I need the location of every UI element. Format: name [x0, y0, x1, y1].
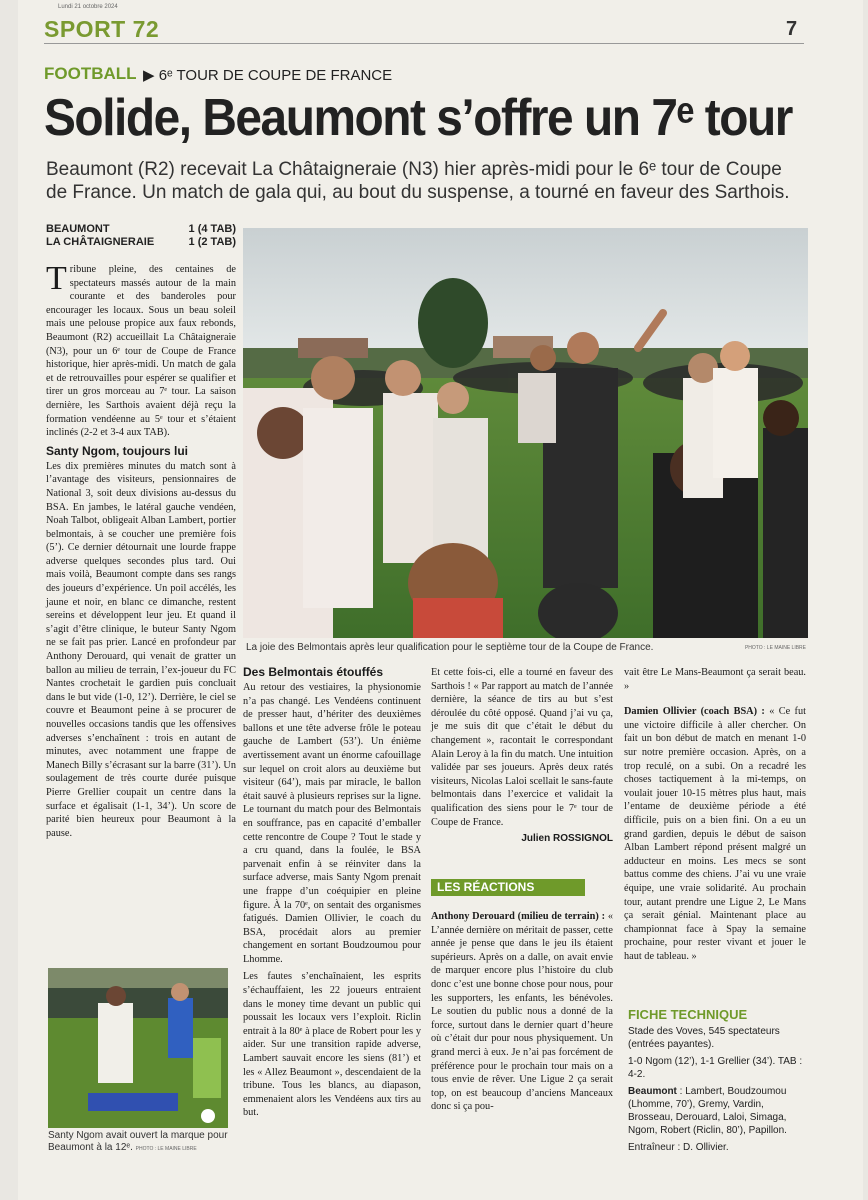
- column-2: [243, 665, 421, 1120]
- photo-caption: [246, 642, 806, 653]
- col2-paragraph-1: Au retour des vestiaires, la physionomie n’a pas changé. Les Vendéens continuent de presser haut, d’hériter des deuxièmes ballons et une tête adverse frôle le poteau gauche de Lambert (53’). Un énième avertissement avant un énorme cafouillage sur lequel on croit alors au deuxième but visiteur (64’), mais par miracle, le ballon était sauvé à plusieurs reprises sur la ligne. Le tournant du match pour des Belmontais en souffrance, pas en capacité d’emballer cette rencontre de Coupe ? Tout le stade y a cru quand, dans la foulée, le BSA parvenait enfin à se réinviter dans la surface adverse, mais Santy Ngom prenait une frappe d’un coéquipier en pleine figure. À la 70ᵉ, on sentait des organismes fatigués. Damien Ollivier, le coach du BSA, procédait alors au premier changement en sortant Boudzoumou pour Lhomme.: [243, 682, 421, 965]
- intro-text: ribune pleine, des centaines de spectateurs massés autour de la main courante et des banderoles pour encourager les locaux. Sous un beau soleil mais une pelouse propice aux faux rebonds, Beaumont (R2) accueillait La Châtaigneraie (N3), pour un 6ᵉ tour de Coupe de France historique, hier après-midi. Un match de gala et de retrouvailles pour espérer se qualifier et tirer un gros morceau au 7ᵉ tour. La saison dernière, les Sarthois avaient déjà reçu la formation vendéenne au 5ᵉ tour et s’étaient inclinés (2-2 et 3-4 aux TAB).: [46, 264, 236, 439]
- reaction-1-text: « L’année dernière on méritait de passer, cette année je pense que dans le jeu ils étaient supérieurs. Après on a dalle, on avait envie de marquer encore plus l’histoire du club donc c’est une bonne chose pour nous, pour les supporters, les enfants, les bénévoles. Le soutien du public nous a donné de la force, surtout dans le dernier quart d’heure où c’était dur pour nous physiquement. Un grand merci à eux. Je n’ai pas forcément de préférence pour le prochain tour mais on a tous envie de rêver. Une Ligue 2 ça serait top, on est beaucoup d’anciens Manceaux donc si ça pou-: [431, 911, 613, 1113]
- issue-date: Lundi 21 octobre 2024: [58, 4, 118, 10]
- fiche-coach: Entraîneur : D. Ollivier.: [628, 1142, 729, 1153]
- reaction-2-text: « Ce fut une victoire difficile à aller chercher. On fait un bon début de match en menant 1-0 sur notre première occasion. Après, on a trop reculé, on a subi. On a recadré les choses tactiquement à la mi-temps, on voulait jouer 10-15 mètres plus haut, mais l’entame de deuxième période a été difficile, puis on a bien fini. On a eu un grand gardien, depuis le début de saison Alban Lambert répond présent malgré un adducteur en moins. Les mecs se sont battus comme des chiens. J’ai vu une vraie équipe, une vraie solidarité. Au prochain tour, autant prendre une Ligue 2, Le Mans ça serait génial. Maintenant place au championnat face à Spay la semaine prochaine, pour rester vivant et jouer le haut de tableau. »: [624, 706, 806, 962]
- fiche-lineup: : Lambert, Boudzoumou (Lhomme, 70’), Gremy, Vardin, Brosseau, Derouard, Laloi, Simaga, Ngom, Robert (Riclin, 80’), Papillon.: [628, 1086, 787, 1136]
- away-score: 1 (2 TAB): [188, 236, 236, 248]
- subheading-1: Santy Ngom, toujours lui: [46, 443, 189, 458]
- score-row-away: [46, 236, 236, 249]
- reactions-banner: LES RÉACTIONS: [431, 879, 585, 896]
- column-4: [624, 666, 806, 963]
- drop-cap: T: [46, 260, 67, 297]
- home-team: BEAUMONT: [46, 223, 110, 235]
- score-row-home: [46, 223, 236, 236]
- column-3: [431, 666, 613, 844]
- action-photo-illustration: [48, 968, 228, 1128]
- away-team: LA CHÂTAIGNERAIE: [46, 236, 155, 248]
- paragraph-2: Les dix premières minutes du match sont à l’avantage des visiteurs, pensionnaires de National 3, soit deux divisions au-dessus du BSA. En jambes, le latéral gauche vendéen, Noah Talbot, obligeait Alban Lambert, portier belmontais, à se coucher une première fois (5’). Ce dernier détournait une lourde frappe adverse quelques secondes plus tard. Oui mais voilà, Beaumont compte dans ses rangs des joueurs d’expérience. Un poil accélés, les jaune et noir, en blanc ce dimanche, restent sereins et développent leur jeu. Et quand il s’agit d’être clinique, le buteur Santy Ngom ne se fait pas prier. Lancé en profondeur par Anthony Derouard, qui venait de gratter un ballon au milieu de terrain, l’ex-joueur du FC Nantes crochetait le gardien puis concluait dans le but vide (1-0, 12’). Derrière, le ciel se couvre et Beaumont peine à se procurer de nouvelles occasions tandis que les offensives adverses s’enchaînent : trois en autant de minutes, avec notamment une frappe de Manech Billy s’écrasant sur la barre (31’). Un soulagement de très courte durée puisque Pierre Grellier coupait un centre dans la surface et égalisait (1-1, 34’). Un score de parité bien heureux pour Beaumont à la pause.: [46, 460, 236, 839]
- author-signature: Julien ROSSIGNOL: [521, 833, 613, 845]
- fiche-goals: 1-0 Ngom (12’), 1-1 Grellier (34’). TAB : 4-2.: [628, 1056, 803, 1080]
- column-1: [46, 260, 236, 840]
- reaction-1-end: vait être Le Mans-Beaumont ça serait beau. »: [624, 667, 806, 692]
- triangle-icon: ▶: [143, 67, 155, 84]
- standfirst: Beaumont (R2) recevait La Châtaigneraie (N3) hier après-midi pour le 6ᵉ tour de Coupe de France. Un match de gala qui, au bout du suspense, a tourné en faveur des Sarthois.: [46, 159, 790, 203]
- small-photo: [48, 968, 228, 1128]
- photo-credit: PHOTO : LE MAINE LIBRE: [744, 645, 806, 651]
- subheading-2: Des Belmontais étouffés: [243, 665, 384, 679]
- home-score: 1 (4 TAB): [188, 223, 236, 235]
- topic-label: [143, 66, 392, 84]
- headline: Solide, Beaumont s’offre un 7ᵉ tour: [44, 89, 792, 147]
- intro-paragraph: [46, 260, 236, 440]
- section-title: SPORT 72: [44, 16, 160, 42]
- reaction-1-name: Anthony Derouard (milieu de terrain) :: [431, 911, 606, 922]
- topic-text: 6ᵉ TOUR DE COUPE DE FRANCE: [158, 67, 393, 84]
- small-photo-credit: PHOTO : LE MAINE LIBRE: [135, 1146, 197, 1152]
- small-caption-text: Santy Ngom avait ouvert la marque pour Beaumont à la 12ᵉ.: [48, 1130, 228, 1153]
- fiche-technique: [628, 1025, 803, 1158]
- fiche-title: FICHE TECHNIQUE: [628, 1007, 748, 1022]
- reaction-1: [431, 910, 613, 1114]
- fiche-stadium: Stade des Voves, 545 spectateurs (entrées payantes).: [628, 1026, 780, 1050]
- rubric-label: FOOTBALL: [44, 64, 137, 83]
- reaction-2-name: Damien Ollivier (coach BSA) :: [624, 706, 765, 718]
- col3-paragraph-1: Et cette fois-ci, elle a tourné en faveur des Sarthois ! « Par rapport au match de l’année dernière, la séance de tirs au but s’est déroulée du côté opposé. Quand j’ai vu ça, je me suis dit que c’était le début du changement », racontait le correspondant Alain Leroy à la fin du match. Une intuition validée par ses joueurs. Après deux ratés visiteurs, Nicolas Laloi scellait le sans-faute belmontais dans l’exercice et validait la qualification des siens pour le 7ᵉ tour de Coupe de France.: [431, 667, 613, 828]
- caption-text: La joie des Belmontais après leur qualification pour le septième tour de la Coupe de France.: [246, 642, 654, 653]
- main-photo: [243, 228, 808, 638]
- small-photo-caption: [48, 1130, 233, 1155]
- fiche-team-label: Beaumont: [628, 1086, 677, 1097]
- score-box: [46, 223, 236, 249]
- col2-paragraph-2: Les fautes s’enchaînaient, les esprits s’échauffaient, les 22 joueurs entraient dans le money time devant un public qui poussait les locaux vers l’exploit. Riclin entrait à la 80ᵉ à place de Robert pour les y aider. Sur une transition rapide adverse, Lambert sauvait encore les siens (81’) et les « Allez Beaumont », descendaient de la tribune. Tous les blancs, au diapason, emmenaient alors les Vendéens aux tirs au but.: [243, 971, 421, 1119]
- newspaper-page: [18, 0, 863, 1200]
- page-number: 7: [786, 18, 798, 40]
- header-rule: [44, 43, 804, 44]
- celebration-photo-illustration: [243, 228, 808, 638]
